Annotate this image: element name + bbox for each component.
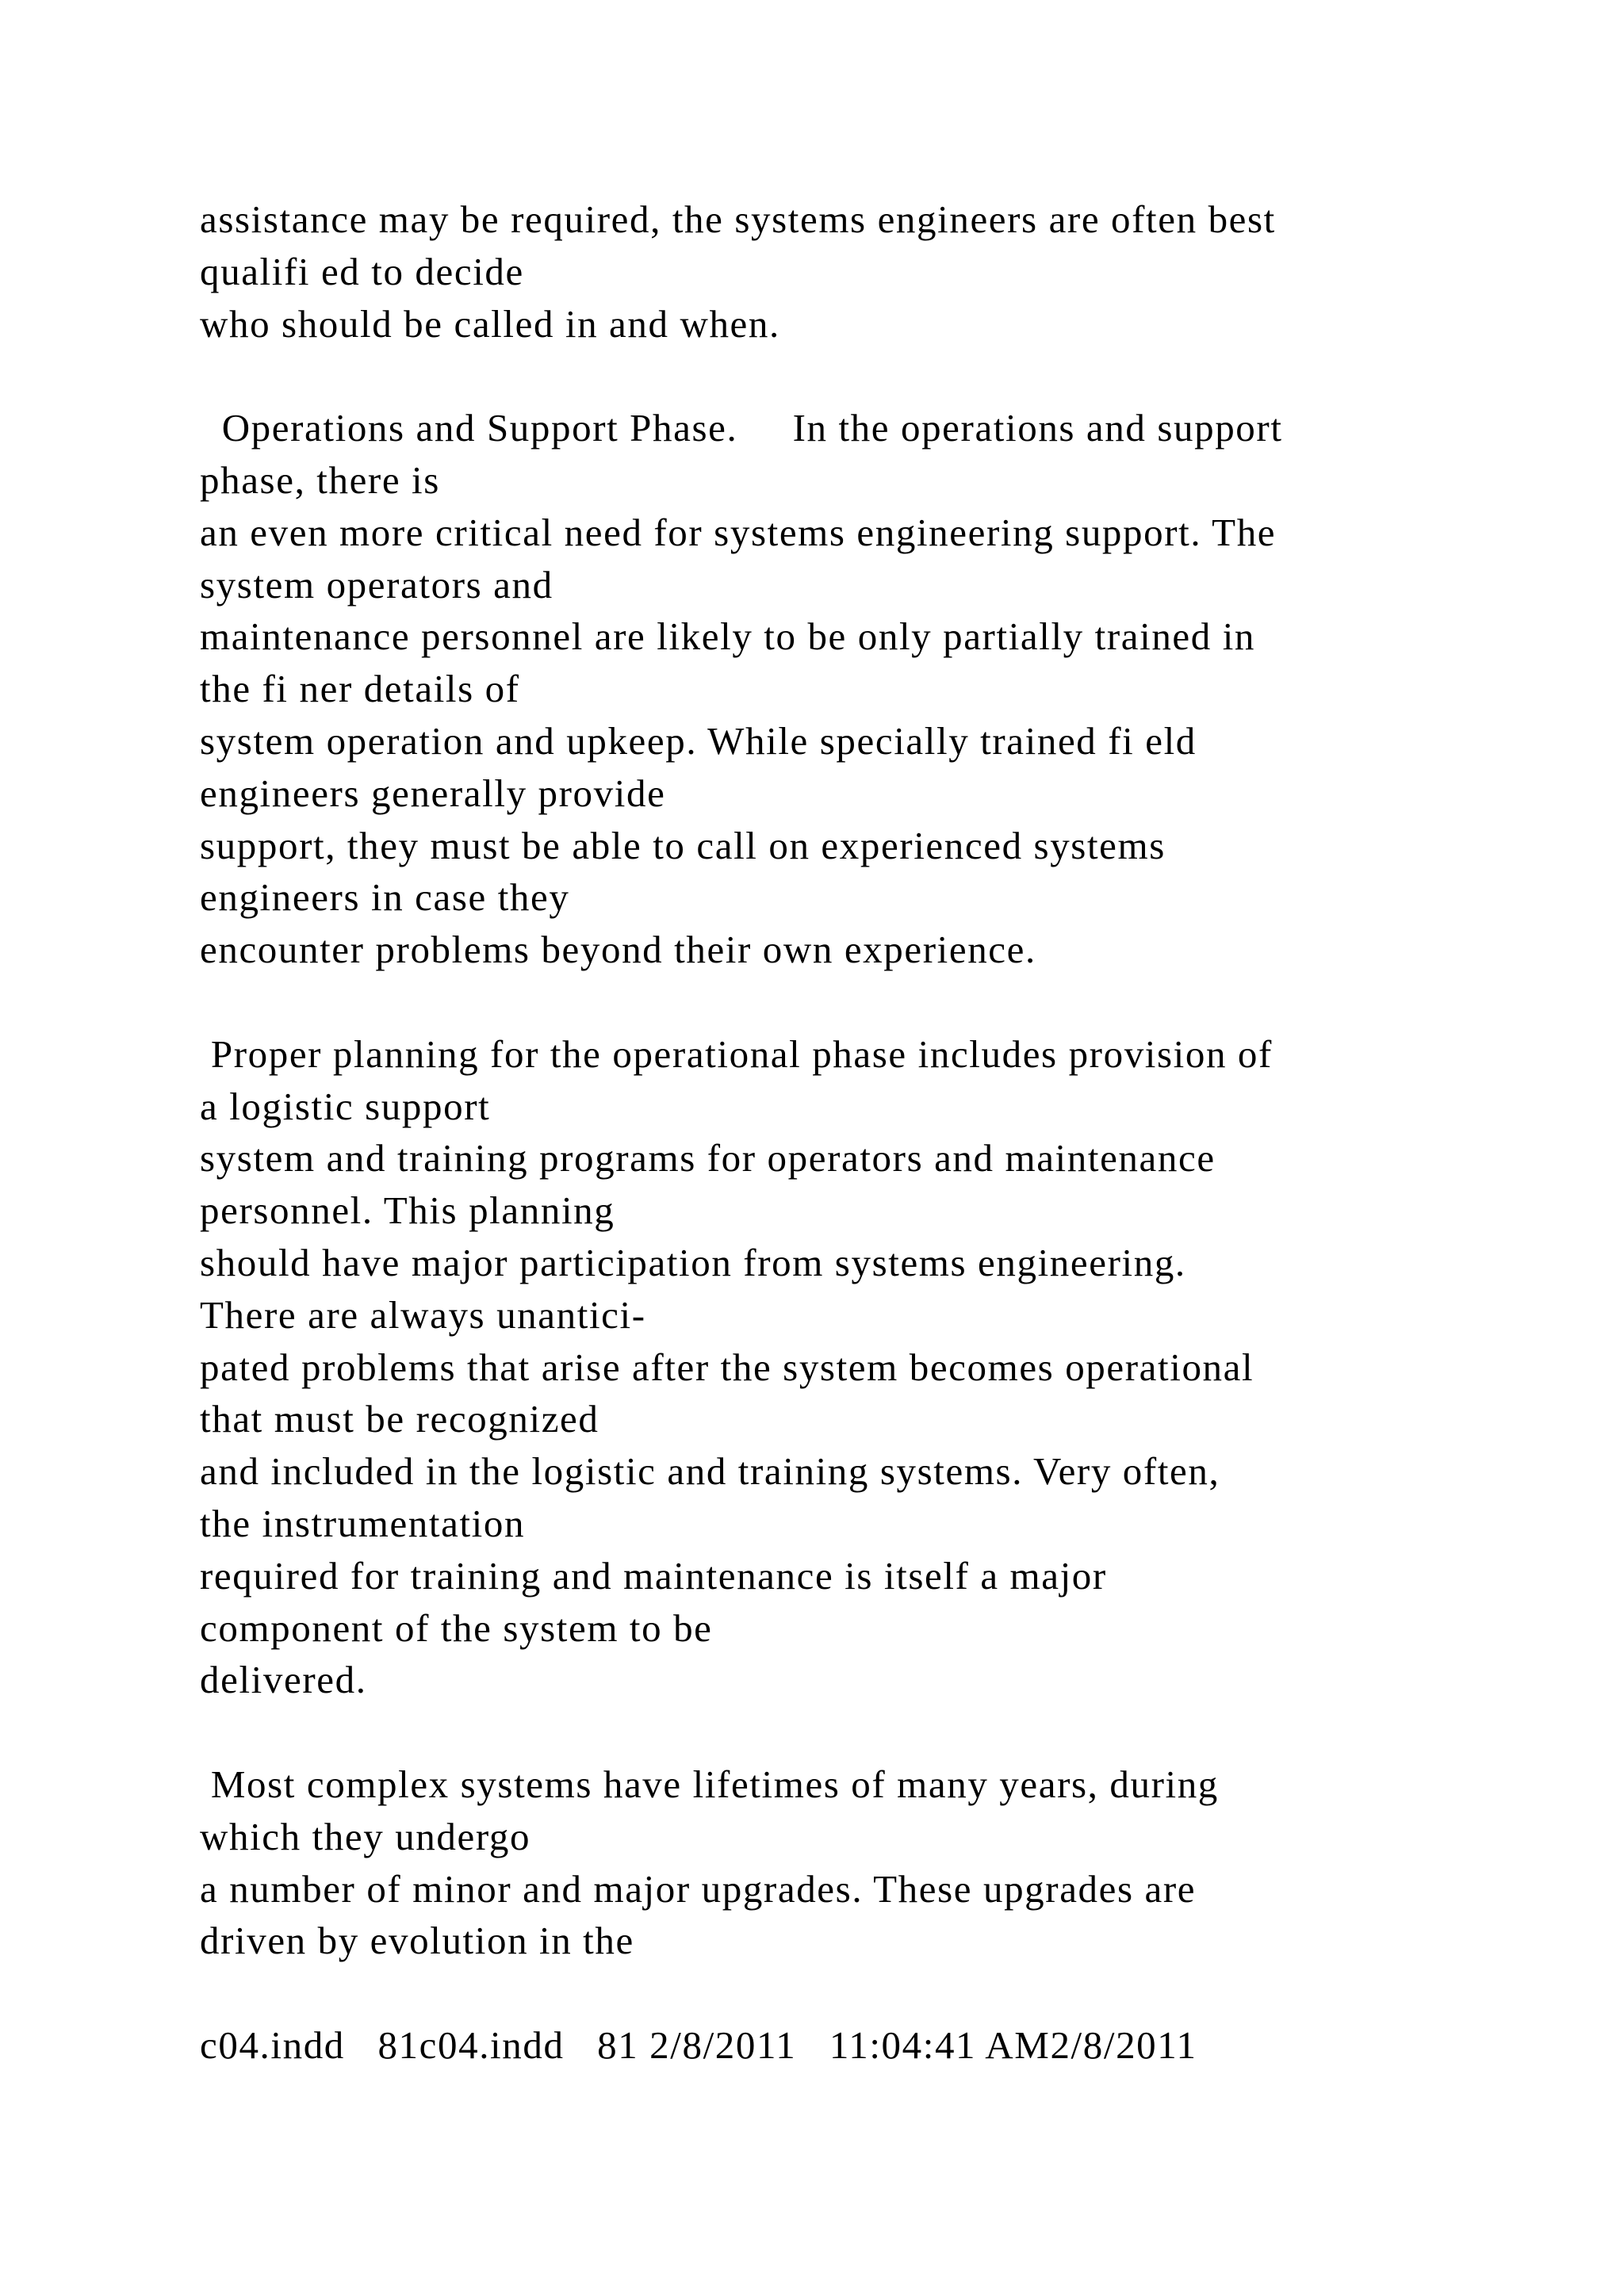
text-line: the fi ner details of <box>200 667 520 711</box>
paragraph-operations-support-phase <box>200 402 1548 976</box>
text-line: and included in the logistic and training systems. Very often, <box>200 1449 1220 1494</box>
text-line: system operation and upkeep. While specially trained fi eld <box>200 718 1197 763</box>
text-line: required for training and maintenance is itself a major <box>200 1553 1107 1598</box>
text-line: engineers in case they <box>200 875 570 920</box>
text-line: a number of minor and major upgrades. These upgrades are <box>200 1866 1197 1911</box>
paragraph-proper-planning <box>200 1028 1548 1706</box>
text-line: a logistic support <box>200 1084 491 1128</box>
text-line: engineers generally provide <box>200 771 666 815</box>
text-line: which they undergo <box>200 1814 531 1858</box>
paragraph-complex-systems <box>200 1758 1548 1967</box>
paragraph-gap <box>200 350 1548 402</box>
text-line: pated problems that arise after the system becomes operational <box>200 1345 1254 1389</box>
text-line: Most complex systems have lifetimes of many years, during <box>200 1762 1219 1806</box>
text-line: should have major participation from systems engineering. <box>200 1240 1186 1284</box>
text-line: an even more critical need for systems engineering support. The <box>200 510 1277 554</box>
text-line: There are always unantici- <box>200 1292 646 1337</box>
text-line: phase, there is <box>200 457 440 502</box>
text-line: qualifi ed to decide <box>200 249 524 293</box>
text-line: system operators and <box>200 562 553 607</box>
text-line: Proper planning for the operational phase includes provision of <box>200 1031 1273 1076</box>
text-line: who should be called in and when. <box>200 301 780 346</box>
paragraph-gap <box>200 976 1548 1028</box>
document-text <box>200 193 1548 2072</box>
text-line: driven by evolution in the <box>200 1919 634 1963</box>
text-line: delivered. <box>200 1658 367 1702</box>
text-line: maintenance personnel are likely to be only partially trained in <box>200 614 1256 659</box>
text-line: assistance may be required, the systems engineers are often best <box>200 197 1276 241</box>
paragraph-gap <box>200 1967 1548 2019</box>
footer-slug-line: c04.indd 81c04.indd 81 2/8/2011 11:04:41 AM2/8/2011 <box>200 2022 1197 2067</box>
text-line: that must be recognized <box>200 1397 599 1441</box>
text-line: encounter problems beyond their own experience. <box>200 928 1036 972</box>
text-line: component of the system to be <box>200 1605 713 1650</box>
text-line: system and training programs for operators and maintenance <box>200 1136 1216 1181</box>
text-line: the instrumentation <box>200 1501 526 1545</box>
text-line: support, they must be able to call on experienced systems <box>200 823 1166 867</box>
text-line: personnel. This planning <box>200 1188 615 1233</box>
paragraph-assistance <box>200 193 1548 350</box>
page-footer <box>200 2019 1548 2072</box>
paragraph-gap <box>200 1706 1548 1758</box>
text-line: Operations and Support Phase. In the operations and support <box>200 406 1283 450</box>
